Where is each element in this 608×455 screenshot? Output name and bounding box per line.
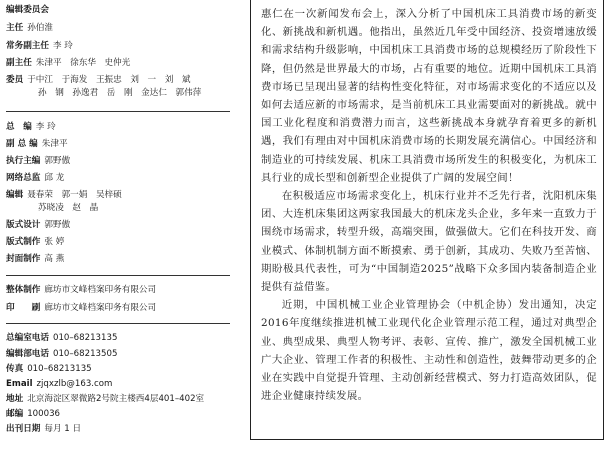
editor-in-chief: 总 编 李 玲 (6, 122, 56, 132)
editors-line2: 苏晓凌 赵 晶 (38, 203, 99, 213)
general-office-phone: 总编室电话 010–68213135 (6, 333, 118, 343)
layout-production: 版式制作 张 婷 (6, 237, 65, 247)
cover-production: 封面制作 高 燕 (6, 254, 65, 264)
committee-members-line2: 孙 钢 孙逸君 岳 刚 金达仁 郭伟萍 (38, 88, 202, 98)
layout-design: 版式设计 郭野傲 (6, 220, 71, 230)
chief-director: 主任 孙伯淮 (6, 23, 53, 33)
editorial-phone: 编辑部电话 010–68213505 (6, 349, 118, 359)
publish-date: 出刊日期 每月 1 日 (6, 424, 82, 434)
overall-production: 整体制作 廊坊市文峰档案印务有限公司 (6, 285, 157, 295)
fax: 传真 010–68213135 (6, 364, 92, 374)
committee-members: 委员 于中江 于海发 王振忠 刘 一 刘 斌 (6, 75, 191, 85)
executive-editor: 执行主编 郭野傲 (6, 156, 71, 166)
divider (6, 275, 230, 276)
address: 地址 北京海淀区翠微路2号院主楼西4层401–402室 (6, 394, 205, 404)
article-paragraph: 近期，中国机械工业企业管理协会（中机企协）发出通知，决定2016年度继续推进机械工业现代化企业管理示范工程，通过对典型企业、典型成果、典型人物考评、表彰、宣传、推广，激发全国机械工业广大企业、管理工作者的积极性、主动性和创造性，鼓舞带动更多的企业在实践中自觉提升管理、主动创新经营模式、努力打造高效团队，促进企业健康持续发展。 (261, 299, 597, 403)
email: Email zjqxzlb@163.com (6, 379, 113, 389)
postcode: 邮编 100036 (6, 409, 61, 419)
editors: 编辑 聂春荣 郭一娟 吴梓硕 (6, 190, 122, 200)
article-body (261, 5, 597, 405)
masthead (6, 0, 234, 455)
divider (6, 323, 230, 324)
article-paragraph: 惠仁在一次新闻发布会上，深入分析了中国机床工具消费市场的新变化、新挑战和新机遇。他指出，虽然近几年受中国经济、投资增速放缓和需求结构升级影响，中国机床工具消费市场的总规模经历了阶段性下降，但仍然是世界最大的市场，占有重要的地位。近期中国机床工具消费市场已呈现出显著的结构性变化特征，对市场需求变化的不适应以及如何去适应新的市场需求，是当前机床工具业需要面对的新挑战。就中国工业化程度和消费潜力而言，这些新挑战本身就孕育着更多的新机遇，我们有理由对中国机床消费市场的长期发展充满信心。中国经济和制造业的可持续发展、机床工具消费市场所发生的积极变化，为机床工具行业的成长型和创新型企业提供了广阔的发展空间！ (261, 8, 597, 184)
deputy-editor: 副 总 编 朱津平 (6, 139, 68, 149)
vice-director: 副主任 朱津平 徐东华 史仲光 (6, 58, 131, 68)
divider (6, 111, 230, 112)
article-paragraph: 在积极适应市场需求变化上，机床行业并不乏先行者，沈阳机床集团、大连机床集团这两家我国最大的机床龙头企业，多年来一直致力于围绕市场需求，转型升级，高端突围，做强做大。它们在科技开发、商业模式、体制机制方面不断摸索、勇于创新，其成功、失败乃至苦恼、期盼极具代表性，可为“中国制造2025”战略下众多国内装备制造企业提供有益借鉴。 (261, 190, 597, 294)
printing: 印 刷 廊坊市文峰档案印务有限公司 (6, 303, 157, 313)
committee-title: 编辑委员会 (6, 5, 49, 15)
exec-vice-director: 常务副主任 李 玲 (6, 41, 73, 51)
article-box (250, 0, 604, 440)
web-director: 网络总监 邱 龙 (6, 173, 65, 183)
